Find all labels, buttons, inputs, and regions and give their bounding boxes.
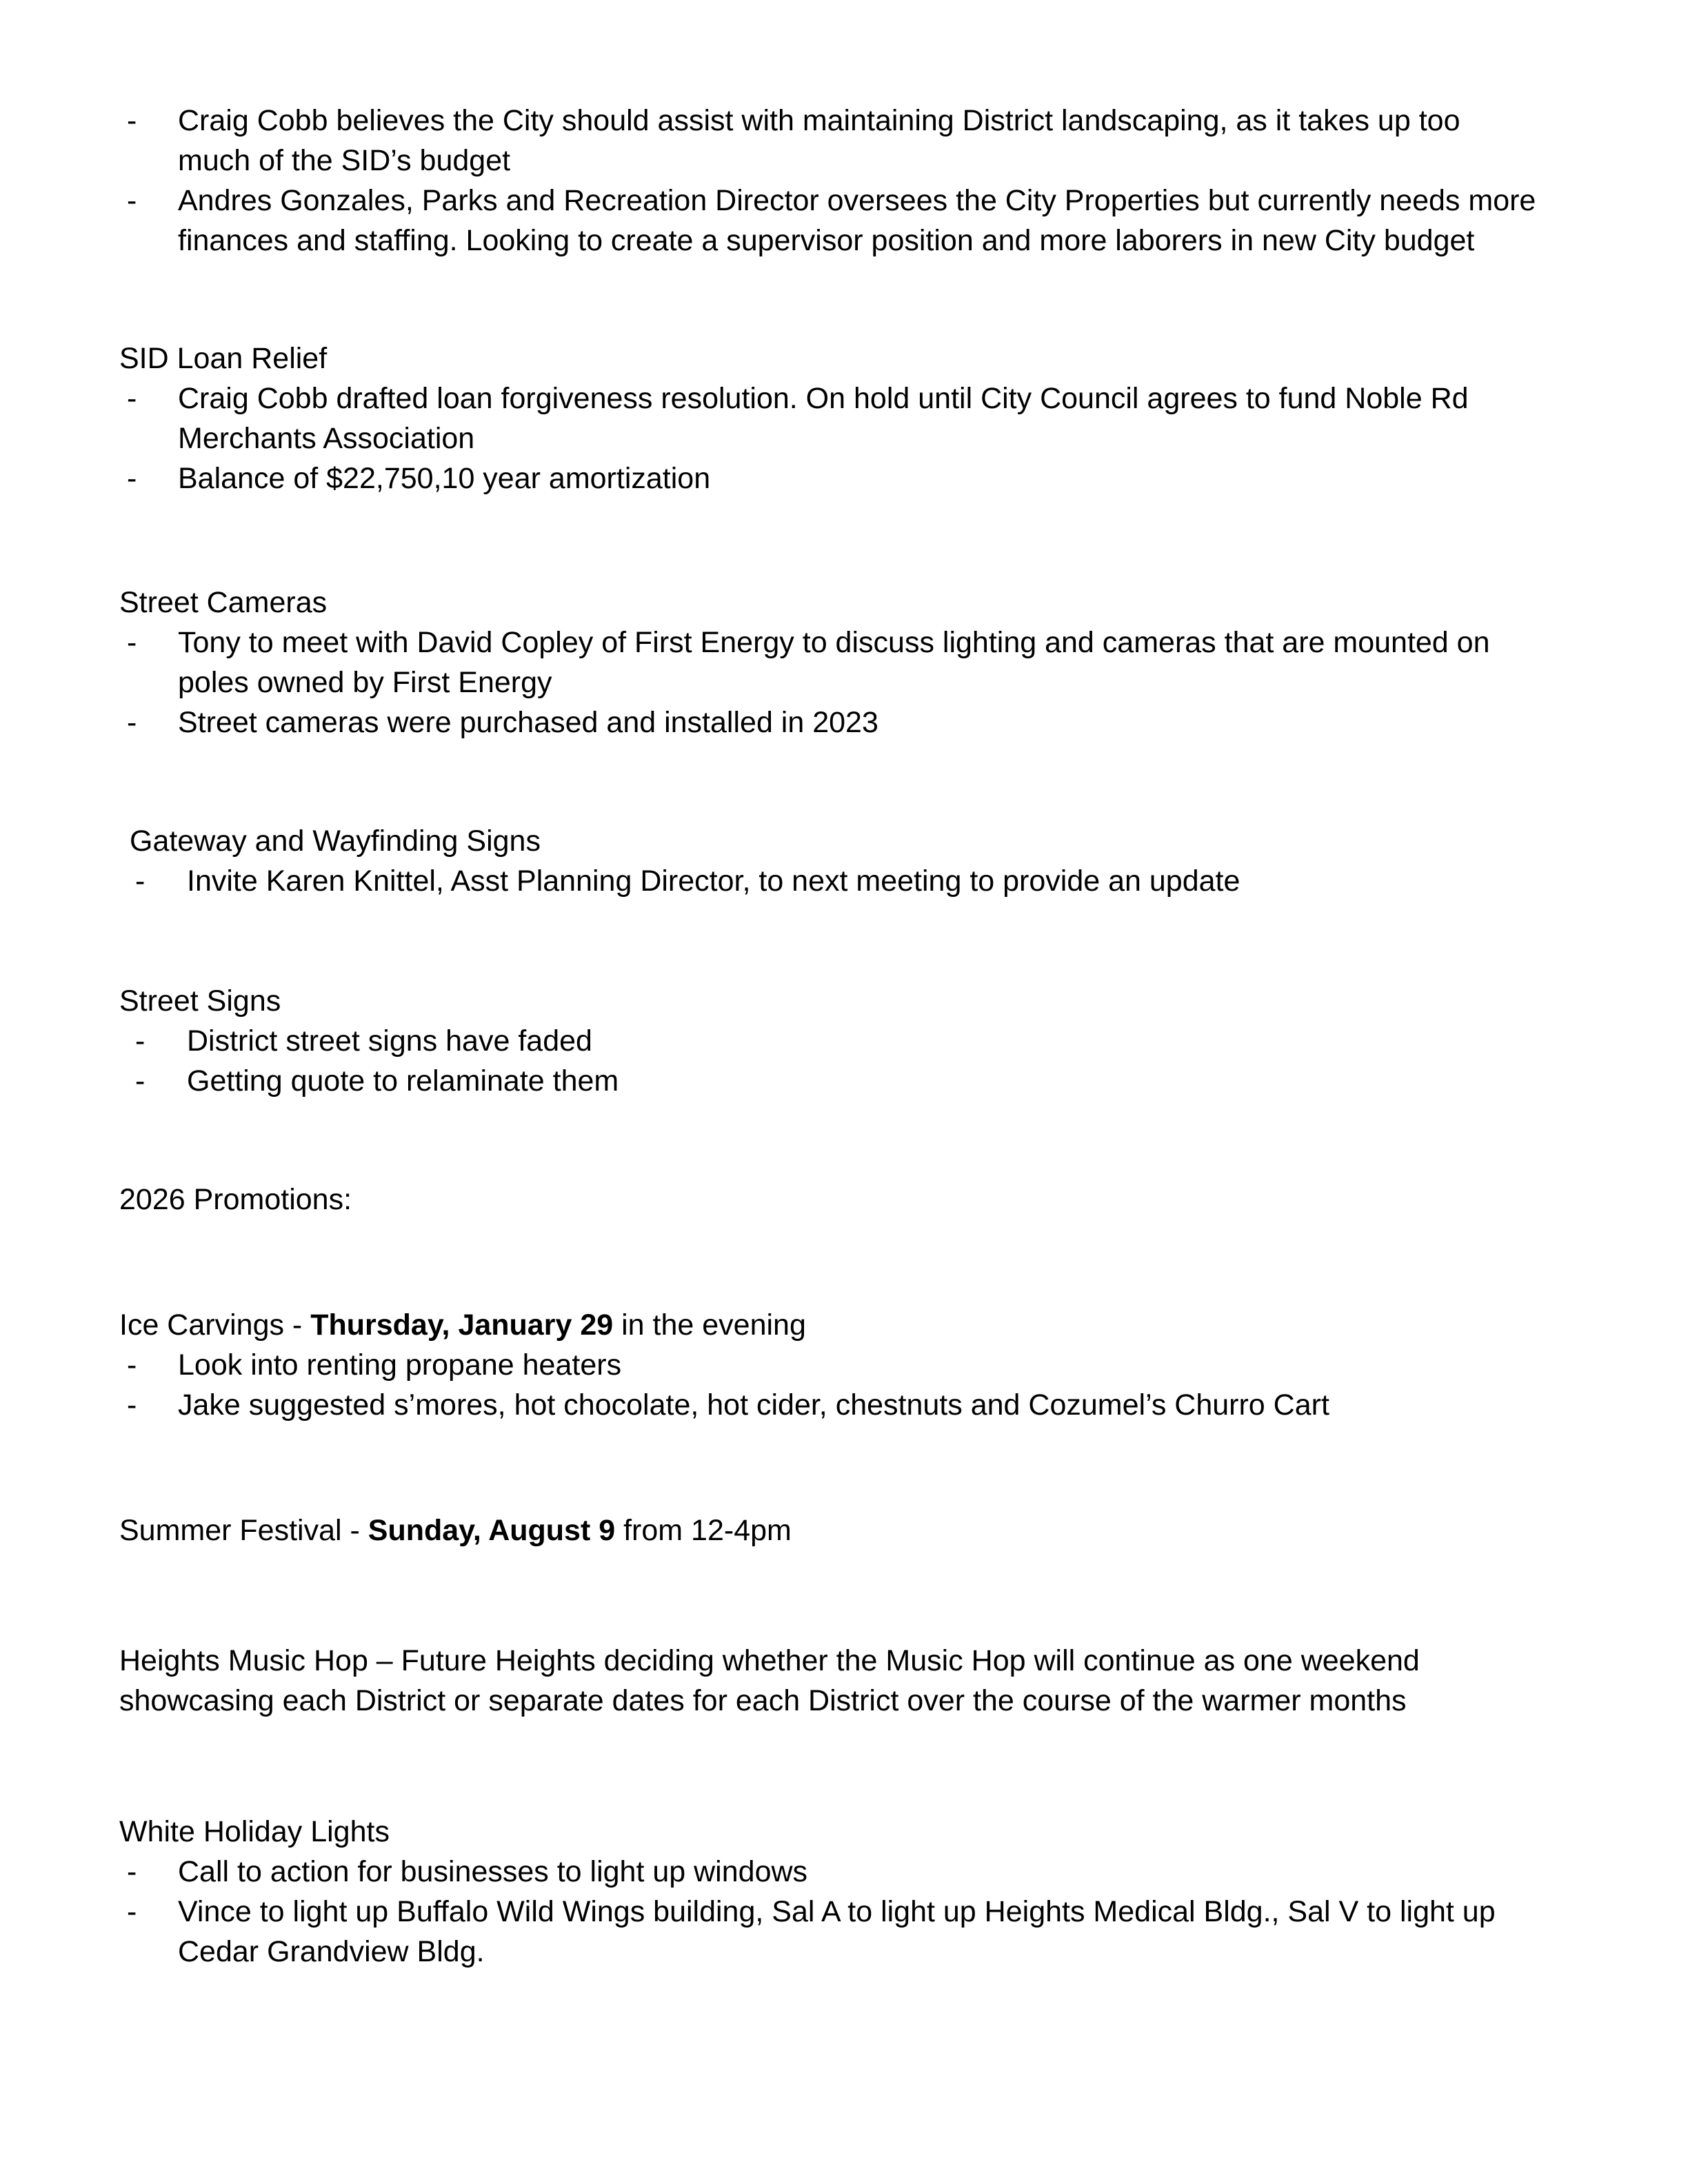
list-item — [0, 1345, 1688, 1385]
bullet-list — [0, 1021, 1688, 1101]
list-item — [0, 702, 1688, 742]
list-item — [0, 1021, 1688, 1061]
text-line: Vince to light up Buffalo Wild Wings building, Sal A to light up Heights Medical Bldg., Sal V to light up — [178, 1895, 1496, 1928]
list-item — [0, 1892, 1688, 1972]
bullet-list — [0, 623, 1688, 742]
text-line: Cedar Grandview Bldg. — [178, 1935, 485, 1968]
text-line: finances and staffing. Looking to create a supervisor position and more laborers in new City budget — [178, 224, 1475, 257]
text-line: Invite Karen Knittel, Asst Planning Director, to next meeting to provide an update — [187, 865, 1240, 898]
heading-text: from 12-4pm — [615, 1514, 792, 1547]
heading-text: Ice Carvings - — [119, 1308, 311, 1342]
list-item — [0, 1385, 1688, 1425]
text-line: Craig Cobb drafted loan forgiveness resolution. On hold until City Council agrees to fund Noble Rd — [178, 382, 1469, 415]
bullet-list — [0, 1345, 1688, 1425]
bullet-marker: - — [127, 382, 137, 415]
text-line: Craig Cobb believes the City should assist with maintaining District landscaping, as it takes up too — [178, 104, 1460, 137]
section-white-holiday-lights — [0, 1721, 1688, 1972]
section-heading: Street Cameras — [119, 586, 328, 619]
bullet-list — [0, 861, 1688, 901]
section-summer-festival — [0, 1425, 1688, 1550]
bullet-marker: - — [127, 1388, 137, 1422]
text-line: poles owned by First Energy — [178, 666, 552, 699]
text-line: Call to action for businesses to light up windows — [178, 1855, 808, 1888]
list-item — [0, 378, 1688, 458]
bullet-marker: - — [127, 706, 137, 739]
section-gateway-wayfinding-signs — [0, 742, 1688, 901]
section-heading: White Holiday Lights — [119, 1815, 390, 1848]
text-line: Andres Gonzales, Parks and Recreation Director oversees the City Properties but currently needs more — [178, 184, 1536, 217]
text-line: Tony to meet with David Copley of First Energy to discuss lighting and cameras that are mounted on — [178, 626, 1490, 659]
bullet-list — [0, 378, 1688, 498]
list-item — [0, 1061, 1688, 1101]
text-line: Jake suggested s’mores, hot chocolate, hot cider, chestnuts and Cozumel’s Churro Cart — [178, 1388, 1329, 1422]
bullet-marker: - — [127, 626, 137, 659]
section-heights-music-hop — [0, 1550, 1688, 1721]
text-line: Street cameras were purchased and installed in 2023 — [178, 706, 878, 739]
event-date-bold: Thursday, January 29 — [310, 1308, 614, 1342]
list-item — [0, 101, 1688, 181]
section-heading: SID Loan Relief — [119, 342, 328, 375]
bullet-marker: - — [127, 462, 137, 495]
section-street-signs — [0, 901, 1688, 1101]
section-heading: Gateway and Wayfinding Signs — [130, 825, 541, 858]
text-line: Look into renting propane heaters — [178, 1348, 622, 1382]
text-line: Heights Music Hop – Future Heights deciding whether the Music Hop will continue as one weekend — [119, 1644, 1420, 1677]
list-item — [0, 458, 1688, 498]
heading-text: Summer Festival - — [119, 1514, 368, 1547]
bullet-marker: - — [135, 1024, 145, 1058]
bullet-marker: - — [135, 1064, 145, 1098]
bullet-marker: - — [127, 104, 137, 137]
section-heading — [0, 1305, 1688, 1345]
section-ice-carvings — [0, 1220, 1688, 1425]
text-line: Merchants Association — [178, 422, 475, 455]
paragraph — [0, 1641, 1688, 1721]
bullet-marker: - — [127, 1895, 137, 1928]
text-line: Balance of $22,750,10 year amortization — [178, 462, 711, 495]
section-heading: 2026 Promotions: — [119, 1183, 352, 1216]
section-heading: Street Signs — [119, 984, 281, 1018]
bullet-marker: - — [127, 184, 137, 217]
bullet-marker: - — [127, 1855, 137, 1888]
text-line: much of the SID’s budget — [178, 144, 511, 177]
list-item — [0, 1852, 1688, 1892]
section-district-landscaping — [0, 0, 1688, 261]
section-heading — [0, 1510, 1688, 1550]
list-item — [0, 623, 1688, 702]
bullet-list — [0, 1852, 1688, 1972]
bullet-marker: - — [135, 865, 145, 898]
list-item — [0, 181, 1688, 261]
heading-text: in the evening — [613, 1308, 806, 1342]
bullet-marker: - — [127, 1348, 137, 1382]
section-street-cameras — [0, 498, 1688, 742]
text-line: showcasing each District or separate dates for each District over the course of the warmer months — [119, 1684, 1407, 1717]
list-item — [0, 861, 1688, 901]
section-2026-promotions — [0, 1101, 1688, 1220]
event-date-bold: Sunday, August 9 — [368, 1514, 616, 1547]
text-line: Getting quote to relaminate them — [187, 1064, 619, 1098]
section-sid-loan-relief — [0, 261, 1688, 498]
text-line: District street signs have faded — [187, 1024, 592, 1058]
